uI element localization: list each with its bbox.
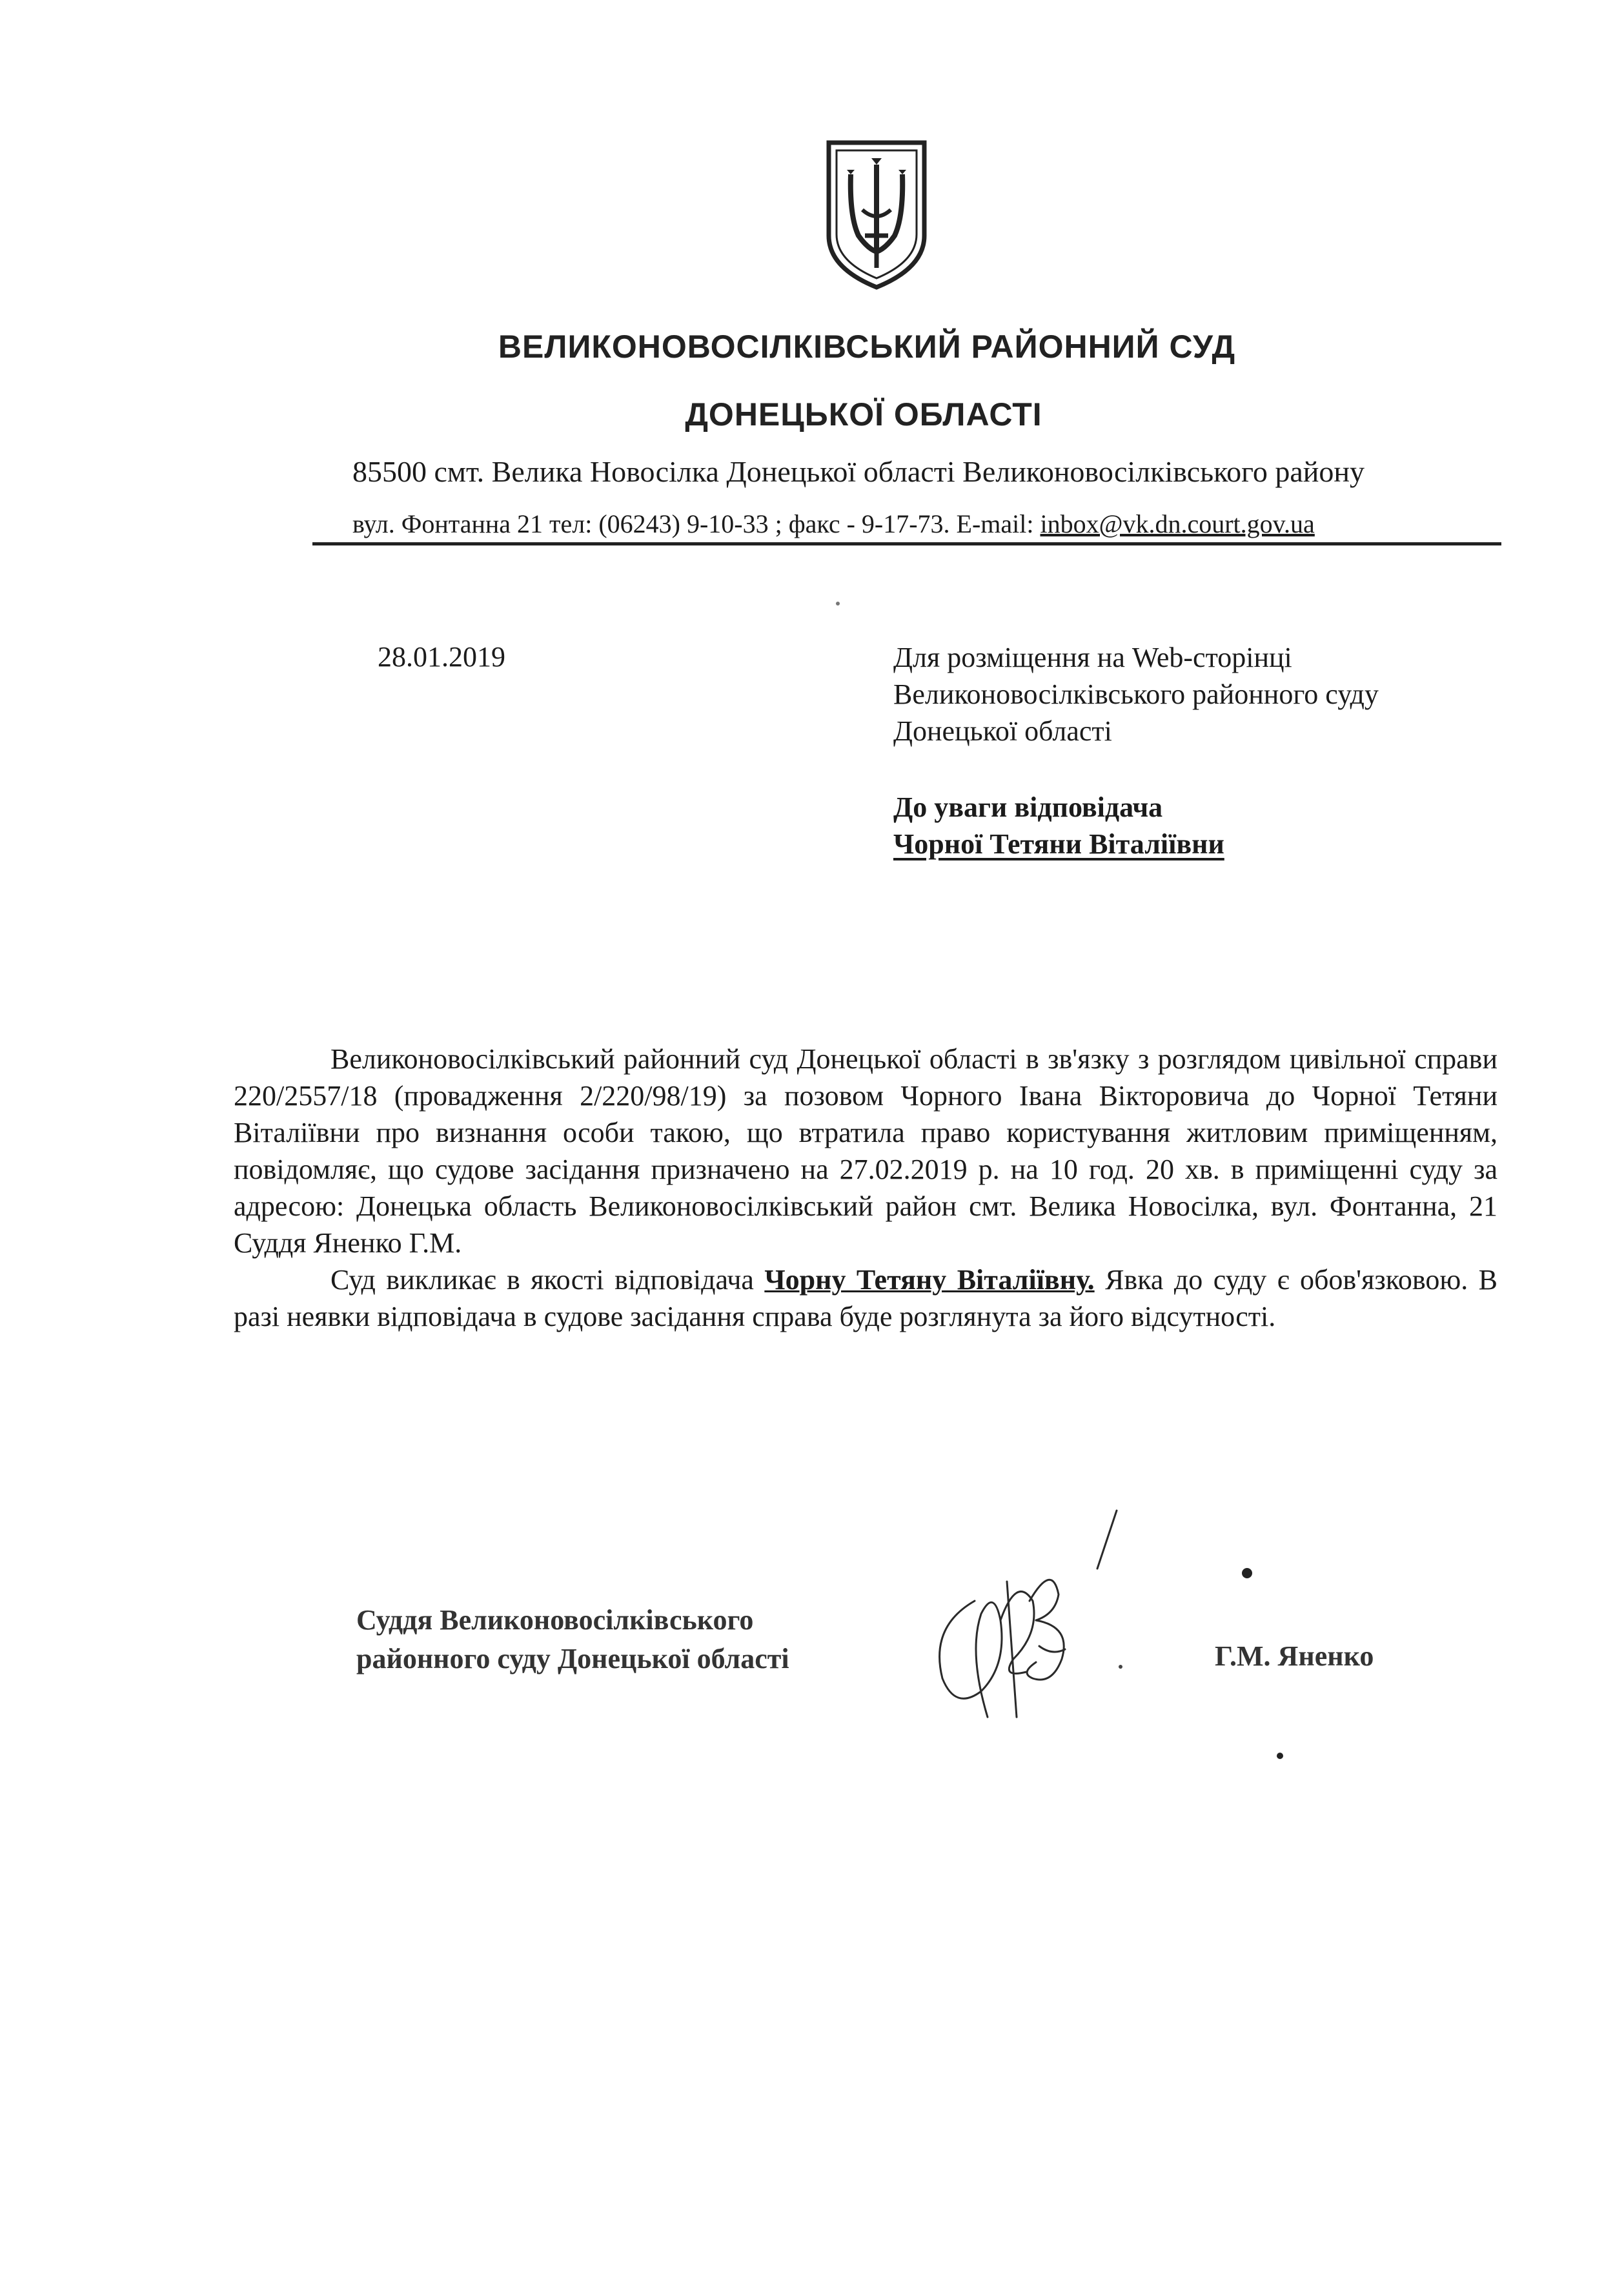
judge-title-line: районного суду Донецької області [356,1643,789,1674]
attention-label: До уваги відповідача [893,791,1163,823]
document-date: 28.01.2019 [378,641,505,673]
paragraph-text: Суд викликає в якості відповідача [330,1264,765,1296]
court-name-line1: ВЕЛИКОНОВОСІЛКІВСЬКИЙ РАЙОННИЙ СУД [498,329,1236,365]
email-link[interactable]: inbox@vk.dn.court.gov.ua [1040,509,1315,538]
recipient-line: Для розміщення на Web-сторінці [893,642,1292,673]
court-address: 85500 смт. Велика Новосілка Донецької області Великоновосілківського району [352,455,1365,488]
judge-name: Г.М. Яненко [1215,1640,1374,1672]
defendant-name: Чорної Тетяни Віталіївни [893,828,1224,860]
recipient-line: Великоновосілківського районного суду [893,678,1379,710]
paragraph-text: Явка до суду є обов'язковою. В разі неявки відповідача в судове засідання справа буде розглянута за його відсутності. [234,1264,1497,1332]
body-paragraph: Великоновосілківський районний суд Донецької області в зв'язку з розглядом цивільної справи 220/2557/18 (провадження 2/220/98/19) за позовом Чорного Івана Вікторовича до Чорної Тетяни Віталіївни про визнання особи такою, що втратила право користування житловим приміщенням, повідомляє, що судове засідання призначено на 27.02.2019 р. на 10 год. 20 хв. в приміщенні суду за адресою: Донецька область Великоновосілківський район смт. Велика Новосілка, вул. Фонтанна, 21 Суддя Яненко Г.М. [234,1043,1497,1259]
recipient-line: Донецької області [893,715,1112,747]
contacts-text: вул. Фонтанна 21 тел: (06243) 9-10-33 ; факс - 9-17-73. E-mail: [352,509,1040,538]
judge-title-line: Суддя Великоновосілківського [356,1604,754,1636]
summoned-defendant-name: Чорну Тетяну Віталіївну. [764,1264,1095,1296]
court-name-line2: ДОНЕЦЬКОЇ ОБЛАСТІ [685,396,1042,433]
